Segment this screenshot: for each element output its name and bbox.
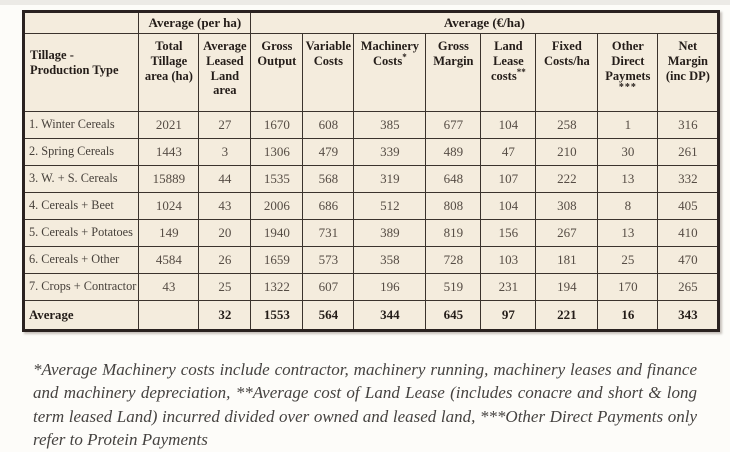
cell-machinery-costs: 512: [354, 193, 426, 220]
col-header-total-tillage-area: [139, 34, 199, 112]
col-header-gross-margin: [426, 34, 481, 112]
col-header-land-lease-costs: [481, 34, 536, 112]
cell-total-tillage-area: 1024: [139, 193, 199, 220]
col-header-label: Net Margin (inc DP): [665, 39, 710, 83]
row-label: 7. Crops + Contractor: [24, 274, 139, 301]
row-label: 4. Cereals + Beet: [24, 193, 139, 220]
cell-total-tillage-area: 2021: [139, 112, 199, 139]
cell-land-lease-costs: 47: [481, 139, 536, 166]
cell-machinery-costs: 344: [354, 301, 426, 331]
cell-fixed-costs: 267: [536, 220, 598, 247]
footnote-marker: ***: [618, 82, 637, 94]
col-header-label: Gross Margin: [433, 39, 474, 68]
col-header-label: Other Direct Paymets: [605, 39, 651, 83]
cell-avg-leased-land: 44: [199, 166, 251, 193]
row-label: Average: [24, 301, 139, 331]
cell-avg-leased-land: 43: [199, 193, 251, 220]
col-header-label: Variable Costs: [305, 39, 352, 68]
col-header-variable-costs: [303, 34, 354, 112]
table-row-crops-contractor: [24, 274, 719, 301]
group-header-row: [24, 12, 719, 34]
cell-other-direct-payments: 16: [598, 301, 658, 331]
cell-gross-output: 1553: [251, 301, 303, 331]
cell-avg-leased-land: 20: [199, 220, 251, 247]
column-header-row: [24, 34, 719, 112]
cell-fixed-costs: 194: [536, 274, 598, 301]
cell-avg-leased-land: 25: [199, 274, 251, 301]
scan-edge-artifact: [0, 0, 730, 5]
col-header-machinery-costs: [354, 34, 426, 112]
cell-gross-output: 2006: [251, 193, 303, 220]
cell-net-margin: 316: [658, 112, 719, 139]
cell-machinery-costs: 389: [354, 220, 426, 247]
table-row-cereals-potatoes: [24, 220, 719, 247]
table-row-winter-spring-cereals: [24, 166, 719, 193]
cell-fixed-costs: 222: [536, 166, 598, 193]
col-header-avg-leased-land: [199, 34, 251, 112]
col-header-label: Tillage - Production Type: [30, 48, 119, 77]
row-label: 6. Cereals + Other: [24, 247, 139, 274]
col-header-label: Average Leased Land area: [203, 39, 247, 98]
cell-total-tillage-area: 149: [139, 220, 199, 247]
row-label: 2. Spring Cereals: [24, 139, 139, 166]
table-row-winter-cereals: [24, 112, 719, 139]
cell-net-margin: 261: [658, 139, 719, 166]
cell-net-margin: 332: [658, 166, 719, 193]
col-header-gross-output: [251, 34, 303, 112]
cell-fixed-costs: 181: [536, 247, 598, 274]
cell-fixed-costs: 258: [536, 112, 598, 139]
cell-land-lease-costs: 104: [481, 193, 536, 220]
cell-land-lease-costs: 104: [481, 112, 536, 139]
table-row-average: [24, 301, 719, 331]
cell-gross-margin: 677: [426, 112, 481, 139]
col-header-production-type: [24, 34, 139, 112]
cell-gross-output: 1940: [251, 220, 303, 247]
cell-gross-output: 1670: [251, 112, 303, 139]
cell-gross-margin: 728: [426, 247, 481, 274]
cell-machinery-costs: 196: [354, 274, 426, 301]
cell-total-tillage-area: 4584: [139, 247, 199, 274]
cell-gross-margin: 648: [426, 166, 481, 193]
cell-gross-margin: 519: [426, 274, 481, 301]
cell-gross-margin: 645: [426, 301, 481, 331]
blank-corner-cell: [24, 12, 139, 34]
cell-variable-costs: 608: [303, 112, 354, 139]
cell-variable-costs: 479: [303, 139, 354, 166]
cell-other-direct-payments: 170: [598, 274, 658, 301]
cell-avg-leased-land: 27: [199, 112, 251, 139]
cell-other-direct-payments: 8: [598, 193, 658, 220]
cell-net-margin: 265: [658, 274, 719, 301]
cell-gross-output: 1322: [251, 274, 303, 301]
col-header-label: Gross Output: [257, 39, 297, 68]
cell-total-tillage-area: 1443: [139, 139, 199, 166]
cell-total-tillage-area: 43: [139, 274, 199, 301]
table-row-cereals-other: [24, 247, 719, 274]
cell-variable-costs: 686: [303, 193, 354, 220]
cell-machinery-costs: 358: [354, 247, 426, 274]
col-header-label: Machinery Costs: [360, 39, 420, 68]
cell-net-margin: 410: [658, 220, 719, 247]
col-header-net-margin: [658, 34, 719, 112]
col-header-label: Land Lease costs: [491, 39, 524, 83]
cell-other-direct-payments: 1: [598, 112, 658, 139]
cell-gross-margin: 808: [426, 193, 481, 220]
cell-total-tillage-area: 15889: [139, 166, 199, 193]
group-header-eur-ha: Average (€/ha): [251, 12, 719, 34]
cell-fixed-costs: 308: [536, 193, 598, 220]
cell-fixed-costs: 210: [536, 139, 598, 166]
cell-other-direct-payments: 13: [598, 220, 658, 247]
cell-net-margin: 470: [658, 247, 719, 274]
cell-land-lease-costs: 156: [481, 220, 536, 247]
footnote-marker: *: [402, 51, 407, 62]
col-header-label: Fixed Costs/ha: [543, 39, 590, 68]
cell-gross-margin: 819: [426, 220, 481, 247]
cell-variable-costs: 573: [303, 247, 354, 274]
cell-gross-output: 1535: [251, 166, 303, 193]
cell-variable-costs: 607: [303, 274, 354, 301]
cell-avg-leased-land: 3: [199, 139, 251, 166]
footnote-marker: **: [516, 66, 526, 77]
cell-other-direct-payments: 25: [598, 247, 658, 274]
cell-variable-costs: 731: [303, 220, 354, 247]
cell-variable-costs: 564: [303, 301, 354, 331]
cell-land-lease-costs: 107: [481, 166, 536, 193]
cell-gross-margin: 489: [426, 139, 481, 166]
cell-other-direct-payments: 30: [598, 139, 658, 166]
cell-net-margin: 405: [658, 193, 719, 220]
cell-fixed-costs: 221: [536, 301, 598, 331]
footnote-text: *Average Machinery costs include contractor, machinery running, machinery leases and finance and machinery depreciation, **Average cost of Land Lease (includes conacre and short & long term leased Land) incurred divided over owned and leased land, ***Other Direct Payments only refer to Protein Payments: [33, 360, 697, 450]
col-header-other-direct-payments: [598, 34, 658, 112]
cell-avg-leased-land: 32: [199, 301, 251, 331]
cell-avg-leased-land: 26: [199, 247, 251, 274]
cell-variable-costs: 568: [303, 166, 354, 193]
col-header-label: Total Tillage area (ha): [144, 39, 193, 83]
col-header-fixed-costs: [536, 34, 598, 112]
cell-land-lease-costs: 231: [481, 274, 536, 301]
cell-machinery-costs: 339: [354, 139, 426, 166]
tillage-averages-table: [22, 10, 720, 332]
table-row-cereals-beet: [24, 193, 719, 220]
row-label: 1. Winter Cereals: [24, 112, 139, 139]
cell-gross-output: 1659: [251, 247, 303, 274]
row-label: 5. Cereals + Potatoes: [24, 220, 139, 247]
cell-land-lease-costs: 97: [481, 301, 536, 331]
cell-machinery-costs: 319: [354, 166, 426, 193]
cell-total-tillage-area: [139, 301, 199, 331]
cell-gross-output: 1306: [251, 139, 303, 166]
cell-land-lease-costs: 103: [481, 247, 536, 274]
cell-net-margin: 343: [658, 301, 719, 331]
group-header-per-ha: Average (per ha): [139, 12, 251, 34]
cell-machinery-costs: 385: [354, 112, 426, 139]
cell-other-direct-payments: 13: [598, 166, 658, 193]
row-label: 3. W. + S. Cereals: [24, 166, 139, 193]
table-row-spring-cereals: [24, 139, 719, 166]
